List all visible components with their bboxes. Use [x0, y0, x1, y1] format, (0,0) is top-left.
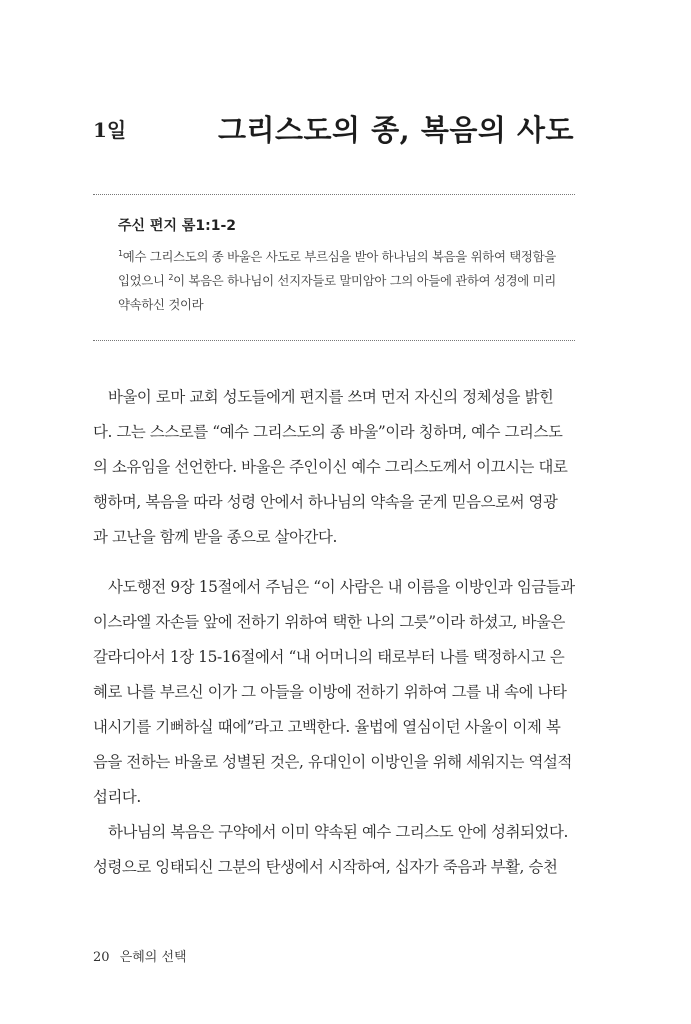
paragraph-line: 혜로 나를 부르신 이가 그 아들을 이방에 전하기 위하여 그를 내 속에 나타	[93, 683, 567, 701]
verse-text: 이 복음은 하나님이 선지자들로 말미암아 그의 아들에 관하여 성경에 미리	[173, 273, 556, 288]
scripture-line	[118, 245, 568, 269]
paragraph-line: 다. 그는 스스로를 “예수 그리스도의 종 바울”이라 칭하며, 예수 그리스도	[93, 423, 563, 441]
verse-text: 약속하신 것이라	[118, 297, 204, 312]
verse-number: 2	[168, 273, 174, 282]
paragraph-line: 과 고난을 함께 받을 종으로 살아간다.	[93, 528, 337, 546]
verse-number: 1	[118, 249, 123, 258]
page-number: 20	[93, 950, 110, 965]
paragraph-line: 행하며, 복음을 따라 성령 안에서 하나님의 약속을 굳게 믿음으로써 영광	[93, 493, 558, 511]
paragraph-1	[93, 380, 576, 555]
paragraph-line: 섭리다.	[93, 788, 141, 806]
scripture-line	[118, 293, 568, 317]
dotted-divider-top	[93, 194, 575, 195]
paragraph-line: 이스라엘 자손들 앞에 전하기 위하여 택한 나의 그릇”이라 하셨고, 바울은	[93, 613, 565, 631]
paragraph-line: 음을 전하는 바울로 성별된 것은, 유대인이 이방인을 위해 세워지는 역설적	[93, 753, 572, 771]
day-label: 1일	[93, 118, 127, 142]
paragraph-line: 갈라디아서 1장 15-16절에서 “내 어머니의 태로부터 나를 택정하시고 은	[93, 648, 565, 666]
verse-text: 예수 그리스도의 종 바울은 사도로 부르심을 받아 하나님의 복음을 위하여 택정함을	[122, 249, 556, 264]
scripture-line	[118, 269, 568, 293]
scripture-box	[118, 215, 568, 317]
paragraph-line: 의 소유임을 선언한다. 바울은 주인이신 예수 그리스도께서 이끄시는 대로	[93, 458, 568, 476]
paragraph-line: 사도행전 9장 15절에서 주님은 “이 사람은 내 이름을 이방인과 임금들과	[108, 578, 575, 596]
dotted-divider-bottom	[93, 340, 575, 341]
paragraph-line: 내시기를 기뻐하실 때에”라고 고백한다. 율법에 열심이던 사울이 이제 복	[93, 718, 561, 736]
paragraph-line: 성령으로 잉태되신 그분의 탄생에서 시작하여, 십자가 죽음과 부활, 승천	[93, 858, 558, 876]
paragraph-line: 바울이 로마 교회 성도들에게 편지를 쓰며 먼저 자신의 정체성을 밝힌	[108, 388, 554, 406]
paragraph-line: 하나님의 복음은 구약에서 이미 약속된 예수 그리스도 안에 성취되었다.	[108, 823, 568, 841]
book-title: 은혜의 선택	[119, 950, 187, 965]
paragraph-3	[93, 815, 576, 885]
chapter-title: 그리스도의 종, 복음의 사도	[217, 113, 574, 147]
scripture-reference: 주신 편지 롬1:1-2	[118, 218, 237, 234]
page-footer	[93, 946, 187, 965]
verse-text: 입었으니	[118, 273, 169, 288]
paragraph-2	[93, 570, 576, 815]
scripture-text	[118, 245, 568, 317]
